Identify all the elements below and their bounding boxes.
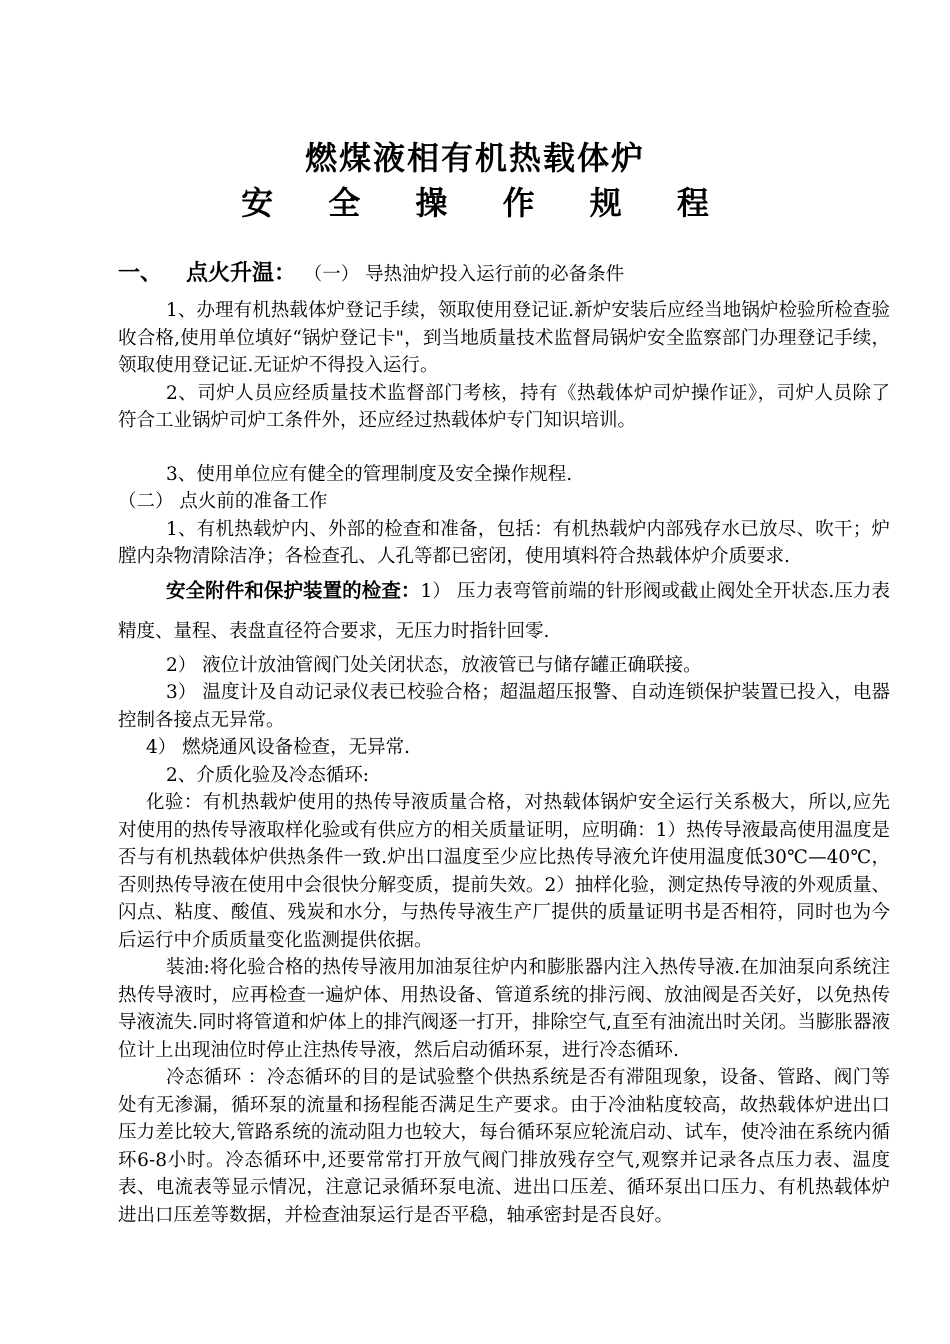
section-number: 一、 (118, 261, 163, 286)
section-heading-1 (118, 258, 890, 291)
paragraph-thermometer: 3） 温度计及自动记录仪表已校验合格；超温超压报警、自动连锁保护装置已投入，电器控制各接点无异常。 (118, 682, 890, 731)
paragraph-registration: 1、办理有机热载体炉登记手续，领取使用登记证.新炉安装后应经当地锅炉检验所检查验收合格,使用单位填好“锅炉登记卡"，到当地质量技术监督局锅炉安全监察部门办理登记手续，领取使用登记证.无证炉不得投入运行。 (118, 300, 890, 376)
paragraph-safety-accessories (118, 571, 890, 652)
paragraph-operator-certificate: 2、司炉人员应经质量技术监督部门考核，持有《热载体炉司炉操作证》，司炉人员除了符合工业锅炉司炉工条件外，还应经过热载体炉专门知识培训。 (118, 382, 890, 431)
paragraph-oil-filling: 装油:将化验合格的热传导液用加油泵往炉内和膨胀器内注入热传导液.在加油泵向系统注热传导液时，应再检查一遍炉体、用热设备、管道系统的排污阀、放油阀是否关好，以免热传导液流失.同时将管道和炉体上的排汽阀逐一打开，排除空气,直至有油流出时关闭。当膨胀器液位计上出现油位时停止注热传导液，然后启动循环泵，进行冷态循环. (118, 957, 890, 1061)
document-subtitle: 安 全 操 作 规 程 (241, 184, 731, 222)
section-subheading: （一） 导热油炉投入运行前的必备条件 (303, 264, 625, 285)
paragraph-medium-test: 2、介质化验及冷态循环: (166, 764, 370, 786)
subsection-heading-2: （二） 点火前的准备工作 (118, 491, 328, 512)
safety-accessories-lead: 安全附件和保护装置的检查： (166, 578, 421, 602)
paragraph-level-gauge: 2） 液位计放油管阀门处关闭状态，放液管已与储存罐正确联接。 (166, 654, 702, 676)
document-body (118, 258, 890, 1229)
paragraph-combustion: 4） 燃烧通风设备检查，无异常. (146, 737, 411, 758)
paragraph-assay: 化验：有机热载炉使用的热传导液质量合格，对热载体锅炉安全运行关系极大，所以,应先对使用的热传导液取样化验或有供应方的相关质量证明，应明确：1）热传导液最高使用温度是否与有机热载体炉供热条件一致.炉出口温度至少应比热传导液允许使用温度低30℃—40℃，否则热传导液在使用中会很快分解变质，提前失效。2）抽样化验，测定热传导液的外观质量、闪点、粘度、酸值、残炭和水分，与热传导液生产厂提供的质量证明书是否相符，同时也为今后运行中介质质量变化监测提供依据。 (118, 792, 890, 951)
paragraph-management-rules: 3、使用单位应有健全的管理制度及安全操作规程. (166, 463, 573, 485)
paragraph-inspection: 1、有机热载炉内、外部的检查和准备，包括：有机热载炉内部残存水已放尽、吹干；炉膛内杂物清除洁净；各检查孔、人孔等都已密闭，使用填料符合热载体炉介质要求. (118, 518, 890, 567)
paragraph-cold-circulation: 冷态循环 ：冷态循环的目的是试验整个供热系统是否有滞阻现象，设备、管路、阀门等处有无渗漏，循环泵的流量和扬程能否满足生产要求。由于冷油粘度较高，故热载体炉进出口压力差比较大,管路系统的流动阻力也较大，每台循环泵应轮流启动、试车，使冷油在系统内循环6-8小时。冷态循环中,还要常常打开放气阀门排放残存空气,观察并记录各点压力表、温度表、电流表等显示情况，注意记录循环泵电流、进出口压差、循环泵出口压力、有机热载体炉进出口压差等数据，并检查油泵运行是否平稳，轴承密封是否良好。 (118, 1067, 890, 1226)
safety-accessories-text: 1） 压力表弯管前端的针形阀或截止阀处全开状态.压力表精度、量程、表盘直径符合要求，无压力时指针回零. (118, 580, 890, 642)
document-title: 燃煤液相有机热载体炉 (304, 139, 645, 177)
section-heading-text: 点火升温： (186, 261, 297, 286)
